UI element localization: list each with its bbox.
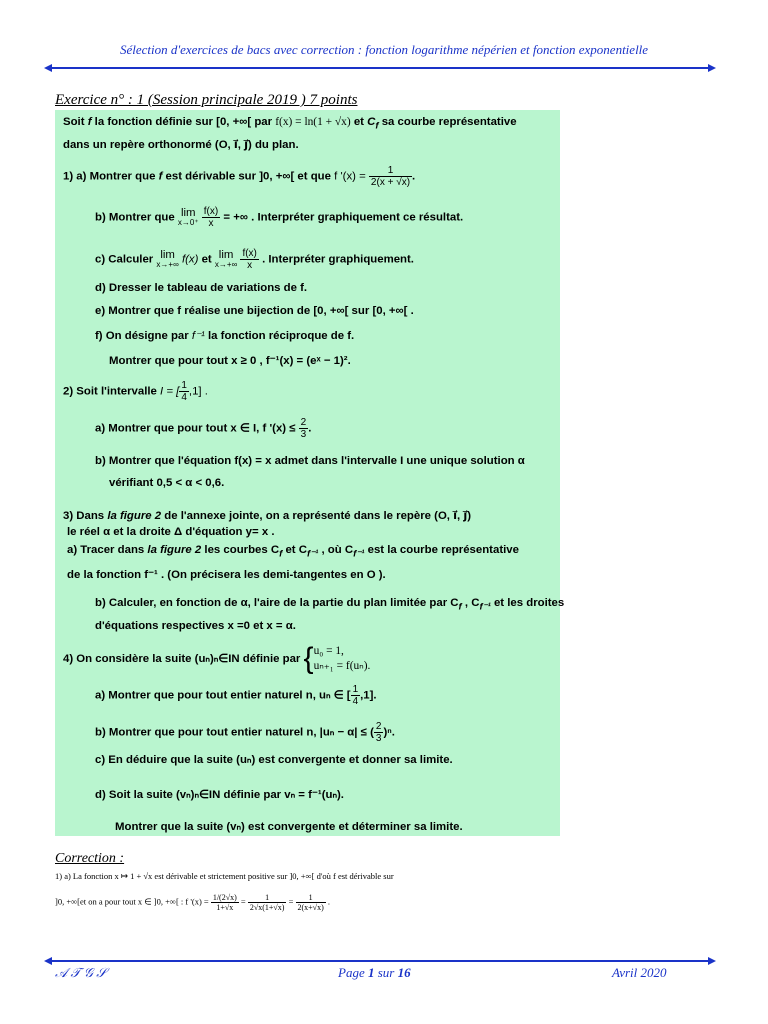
q2a-text: a) Montrer que pour tout x ∈ I, f '(x) ≤ bbox=[95, 422, 299, 435]
corr-frac2 bbox=[248, 893, 287, 912]
q2-text: 2) Soit l'intervalle bbox=[63, 385, 161, 398]
exercise-intro-line1 bbox=[63, 116, 517, 131]
q4-brace: { bbox=[303, 642, 314, 675]
question-4a bbox=[95, 684, 377, 707]
question-4d: d) Soit la suite (vₙ)ₙ∈IN définie par vₙ = f⁻¹(uₙ). bbox=[95, 789, 344, 801]
q2-interval: I = [ bbox=[160, 385, 180, 398]
q2-end: ,1] . bbox=[188, 385, 208, 398]
q3a-sub1: f bbox=[279, 548, 283, 560]
q3-text2: de l'annexe jointe, on a représenté dans le repère (O, i⃗, j⃗) bbox=[161, 510, 472, 522]
q3a-curve2: et C bbox=[282, 544, 307, 556]
q1f-symbol: f⁻¹ bbox=[191, 330, 205, 342]
q3a-sub3: f⁻¹ bbox=[353, 548, 365, 560]
corr-text: ]0, +∞[et on a pour tout x ∈ ]0, +∞[ : f '(x) = bbox=[55, 896, 209, 907]
q4b-den: 3 bbox=[375, 733, 382, 744]
question-3 bbox=[63, 508, 471, 522]
q4b-num: 2 bbox=[375, 721, 382, 732]
q4a-end: ,1]. bbox=[360, 689, 377, 702]
q3b-sub1: f bbox=[458, 601, 462, 613]
question-4 bbox=[63, 642, 370, 676]
q3b-sub2: f⁻¹ bbox=[479, 601, 491, 613]
q4a-den: 4 bbox=[352, 696, 359, 707]
q4b-text: b) Montrer que pour tout entier naturel n, |uₙ − α| ≤ ( bbox=[95, 726, 374, 739]
page-sep: sur bbox=[374, 965, 398, 980]
q1b-num: f(x) bbox=[203, 206, 219, 217]
q1c-limit1 bbox=[156, 250, 178, 270]
question-1c bbox=[95, 248, 414, 271]
exercise-title: Exercice n° : 1 (Session principale 2019 ) 7 points bbox=[55, 92, 358, 108]
question-1f-statement: Montrer que pour tout x ≥ 0 , f⁻¹(x) = (eˣ − 1)². bbox=[109, 355, 351, 367]
question-1a bbox=[63, 165, 415, 188]
question-3a bbox=[67, 544, 519, 559]
intro-f: f bbox=[87, 116, 92, 128]
corr-eq1: = bbox=[240, 896, 246, 907]
q1c-text: c) Calculer bbox=[95, 253, 157, 266]
corr-frac3 bbox=[296, 893, 326, 912]
intro-text: Soit bbox=[63, 116, 88, 128]
corr-end: . bbox=[327, 896, 330, 907]
corr-n2: 1 bbox=[248, 893, 287, 903]
q2-fraction bbox=[179, 380, 189, 403]
correction-title: Correction : bbox=[55, 851, 125, 866]
q1c-lim2: lim bbox=[218, 248, 234, 261]
q1a-den: 2(x + √x) bbox=[370, 177, 411, 188]
footer-page bbox=[338, 965, 411, 981]
exercise-intro-line2: dans un repère orthonormé (O, i⃗, j⃗) du plan. bbox=[63, 139, 299, 151]
corr-n1: 1/(2√x) bbox=[212, 893, 237, 902]
q1a-text: 1) a) Montrer que bbox=[63, 170, 159, 183]
intro-text3: sa courbe représentative bbox=[378, 116, 517, 128]
corr-frac1 bbox=[211, 893, 239, 912]
question-4d-statement: Montrer que la suite (vₙ) est convergente et déterminer sa limite. bbox=[115, 821, 463, 833]
question-3-line2: le réel α et la droite Δ d'équation y= x . bbox=[67, 526, 275, 538]
q1a-f: f bbox=[158, 170, 163, 183]
question-2 bbox=[63, 380, 208, 403]
question-3b-line2: d'équations respectives x =0 et x = α. bbox=[95, 620, 296, 632]
q4a-fraction bbox=[351, 684, 361, 707]
q1f-text: f) On désigne par bbox=[95, 330, 192, 342]
question-4c: c) En déduire que la suite (uₙ) est convergente et donner sa limite. bbox=[95, 754, 453, 766]
header-rule bbox=[50, 67, 710, 69]
corr-n3: 1 bbox=[296, 893, 326, 903]
exercise-box bbox=[55, 110, 565, 836]
corr-d2: 2√x(1+√x) bbox=[249, 903, 285, 912]
intro-text2: la fonction définie sur [0, +∞[ par bbox=[91, 116, 276, 128]
intro-curve: C bbox=[367, 116, 376, 128]
q1c-limit2 bbox=[215, 250, 237, 270]
question-2b: b) Montrer que l'équation f(x) = x admet dans l'intervalle I une unique solution α bbox=[95, 455, 525, 467]
footer-author: 𝒜 𝒯 𝒢 𝒮 bbox=[55, 965, 107, 980]
q4-s2: uₙ₊₁ = f(uₙ). bbox=[313, 660, 371, 672]
intro-and: et bbox=[350, 116, 368, 128]
corr-d1: 1+√x bbox=[216, 903, 234, 912]
q3a-where: , où C bbox=[318, 544, 354, 556]
question-1f bbox=[95, 328, 354, 342]
q1c-fraction bbox=[240, 248, 258, 271]
q1a-num: 1 bbox=[369, 165, 412, 177]
q2a-fraction bbox=[299, 417, 312, 440]
q3a-sub2: f⁻¹ bbox=[306, 548, 319, 560]
corr-d3: 2(x+√x) bbox=[297, 903, 324, 912]
q4a-text: a) Montrer que pour tout entier naturel n, uₙ ∈ [ bbox=[95, 689, 351, 702]
q3b-curve2: , C bbox=[461, 597, 480, 609]
page-total: 16 bbox=[397, 965, 411, 980]
page-label: Page bbox=[338, 965, 368, 980]
q1b-end: = +∞ . Interpréter graphiquement ce résultat. bbox=[223, 211, 464, 224]
q4-s1: u₀ = 1, bbox=[313, 645, 344, 657]
question-2b-condition: vérifiant 0,5 < α < 0,6. bbox=[109, 477, 225, 489]
q3-figure: la figure 2 bbox=[107, 510, 162, 522]
q1b-fraction bbox=[202, 206, 220, 229]
q1c-lim1-sub: x→+∞ bbox=[156, 259, 179, 269]
q1b-lim-sub: x→0⁺ bbox=[177, 217, 199, 227]
question-1d: d) Dresser le tableau de variations de f. bbox=[95, 282, 308, 294]
q2a-den: 3 bbox=[300, 429, 307, 440]
correction-line1: 1) a) La fonction x ↦ 1 + √x est dérivable et strictement positive sur ]0, +∞[ d'où f est dérivable sur bbox=[55, 871, 394, 881]
q1b-lim: lim bbox=[180, 206, 196, 219]
q1b-text: b) Montrer que bbox=[95, 211, 178, 224]
q2a-num: 2 bbox=[300, 417, 307, 428]
q1b-den: x bbox=[208, 218, 214, 229]
q1c-f: f(x) bbox=[181, 253, 199, 266]
q3-text: 3) Dans bbox=[63, 510, 108, 522]
q2a-end: . bbox=[308, 422, 312, 435]
question-3a-line2: de la fonction f⁻¹ . (On précisera les demi-tangentes en O ). bbox=[67, 569, 386, 581]
question-3b bbox=[95, 597, 564, 612]
q4-system bbox=[314, 644, 371, 674]
q1c-num: f(x) bbox=[242, 248, 257, 259]
question-1b bbox=[95, 206, 463, 229]
q4-text: 4) On considère la suite (uₙ)ₙ∈IN définie par bbox=[63, 653, 304, 666]
document-header: Sélection d'exercices de bacs avec correction : fonction logarithme népérien et fonction exponentielle bbox=[119, 42, 649, 57]
q3b-text: b) Calculer, en fonction de α, l'aire de la partie du plan limitée par C bbox=[95, 597, 459, 609]
correction-line2 bbox=[55, 893, 330, 912]
question-1e: e) Montrer que f réalise une bijection de [0, +∞[ sur [0, +∞[ . bbox=[95, 305, 414, 317]
question-4b bbox=[95, 721, 395, 744]
q1c-end: . Interpréter graphiquement. bbox=[262, 253, 414, 266]
page-number: 1 bbox=[367, 965, 375, 980]
q1c-den: x bbox=[247, 260, 253, 271]
q1a-text2: est dérivable sur ]0, +∞[ et que bbox=[162, 170, 335, 183]
q1c-and: et bbox=[198, 253, 215, 266]
q4b-fraction bbox=[374, 721, 384, 744]
corr-eq2: = bbox=[288, 896, 294, 907]
q4b-end: )ⁿ. bbox=[383, 726, 395, 739]
q3a-curve: les courbes C bbox=[201, 544, 280, 556]
q1f-end: la fonction réciproque de f. bbox=[204, 330, 355, 342]
q3b-end: et les droites bbox=[490, 597, 565, 609]
q1a-end: . bbox=[412, 170, 416, 183]
q2-num: 1 bbox=[181, 380, 187, 391]
q4a-num: 1 bbox=[352, 684, 359, 695]
q1c-lim1: lim bbox=[160, 248, 175, 261]
intro-formula: f(x) = ln(1 + √x) bbox=[275, 116, 351, 128]
q2-den: 4 bbox=[181, 392, 187, 403]
footer-rule bbox=[50, 960, 710, 962]
q1b-limit bbox=[178, 208, 199, 228]
q1c-lim2-sub: x→+∞ bbox=[214, 259, 238, 269]
q1a-fraction bbox=[369, 165, 412, 188]
intro-curve-sub: f bbox=[375, 120, 379, 132]
q3a-end: est la courbe représentative bbox=[364, 544, 519, 556]
question-2a bbox=[95, 417, 311, 440]
footer-date: Avril 2020 bbox=[612, 965, 667, 980]
q1a-fprime: f '(x) = bbox=[334, 170, 366, 183]
q3a-text: a) Tracer dans bbox=[67, 544, 148, 556]
q3a-figure: la figure 2 bbox=[147, 544, 202, 556]
